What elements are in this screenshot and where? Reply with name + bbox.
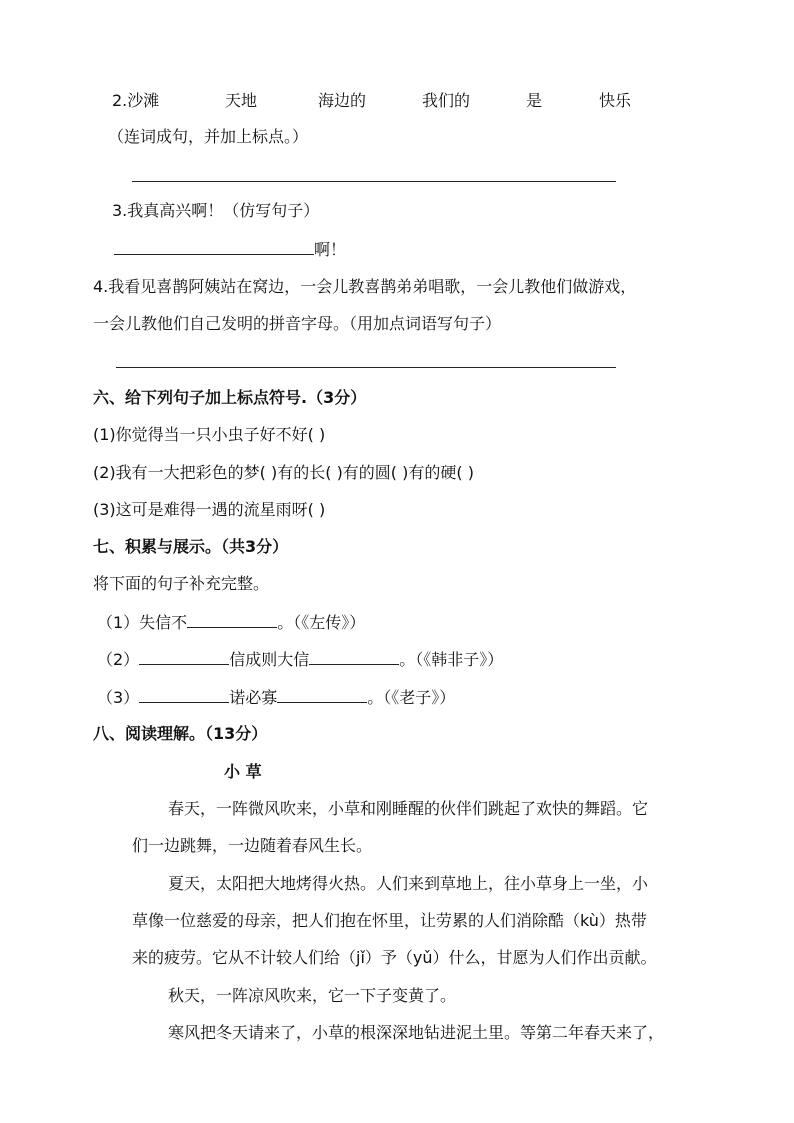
section-8-title: 八、阅读理解。（13分） xyxy=(93,724,268,743)
sec6-item-3: (3)这可是难得一遇的流星雨呀( ) xyxy=(93,500,326,519)
sec7-item-2-blank-1[interactable] xyxy=(139,648,229,665)
q3-answer-blank[interactable] xyxy=(114,238,314,255)
sec7-item-3-mid: 诺必寡 xyxy=(229,688,278,707)
q2-word-4: 我们的 xyxy=(422,91,471,110)
q2-answer-line[interactable] xyxy=(132,181,616,182)
sec7-item-1 xyxy=(97,611,365,634)
sec7-item-2-mid: 信成则大信 xyxy=(229,650,310,669)
sec7-item-3-pre: （3） xyxy=(97,688,140,707)
sec6-item-2: (2)我有一大把彩色的梦( )有的长( )有的圆( )有的硬( ) xyxy=(93,463,474,482)
sec6-item-1: (1)你觉得当一只小虫子好不好( ) xyxy=(93,425,326,444)
sec7-item-1-blank[interactable] xyxy=(187,611,277,628)
sec7-item-2-post: 。（《韩非子》） xyxy=(399,650,504,669)
story-para-4-line-1: 寒风把冬天请来了，小草的根深深地钻进泥土里。等第二年春天来了， xyxy=(168,1023,665,1042)
story-title: 小 草 xyxy=(224,762,262,781)
sec7-item-3-blank-2[interactable] xyxy=(277,686,367,703)
sec7-item-3 xyxy=(97,686,455,709)
q4-answer-line[interactable] xyxy=(116,367,616,368)
section-6-title: 六、给下列句子加上标点符号.（3分） xyxy=(93,388,367,407)
q2-word-3: 海边的 xyxy=(318,91,367,110)
q4-line-2: 一会儿教他们自己发明的拼音字母。（用加点词语写句子） xyxy=(93,314,502,333)
sec7-item-2-blank-2[interactable] xyxy=(309,648,399,665)
sec7-item-2-pre: （2） xyxy=(97,650,140,669)
q2-word-2: 天地 xyxy=(225,91,258,110)
q2-word-1: 2.沙滩 xyxy=(112,91,160,110)
q2-word-5: 是 xyxy=(526,91,543,110)
story-para-2-line-2: 草像一位慈爱的母亲，把人们抱在怀里，让劳累的人们消除酷（kù）热带 xyxy=(132,911,647,930)
sec7-intro: 将下面的句子补充完整。 xyxy=(93,574,270,593)
section-7-title: 七、积累与展示。（共3分） xyxy=(93,537,289,556)
story-para-1-line-1: 春天，一阵微风吹来，小草和刚睡醒的伙伴们跳起了欢快的舞蹈。它 xyxy=(168,799,649,818)
q3-answer-row xyxy=(114,238,346,261)
q4-line-1: 4.我看见喜鹊阿姨站在窝边，一会儿教喜鹊弟弟唱歌，一会儿教他们做游戏， xyxy=(93,277,637,296)
sec7-item-3-post: 。（《老子》） xyxy=(367,688,456,707)
q3-suffix: 啊！ xyxy=(314,240,347,259)
sec7-item-2 xyxy=(97,648,503,671)
story-para-1-line-2: 们一边跳舞，一边随着春风生长。 xyxy=(132,836,373,855)
q3-prompt: 3.我真高兴啊！（仿写句子） xyxy=(112,201,320,220)
story-para-2-line-3: 来的疲劳。它从不计较人们给（jǐ）予（yǔ）什么，甘愿为人们作出贡献。 xyxy=(132,948,657,967)
q2-word-6: 快乐 xyxy=(599,91,632,110)
sec7-item-3-blank-1[interactable] xyxy=(139,686,229,703)
story-para-3: 秋天，一阵凉风吹来，它一下子变黄了。 xyxy=(168,986,457,1005)
q2-instruction: （连词成句，并加上标点。） xyxy=(108,127,309,146)
sec7-item-1-post: 。（《左传》） xyxy=(277,613,366,632)
sec7-item-1-pre: （1）失信不 xyxy=(97,613,188,632)
story-para-2-line-1: 夏天，太阳把大地烤得火热。人们来到草地上，往小草身上一坐，小 xyxy=(168,874,649,893)
